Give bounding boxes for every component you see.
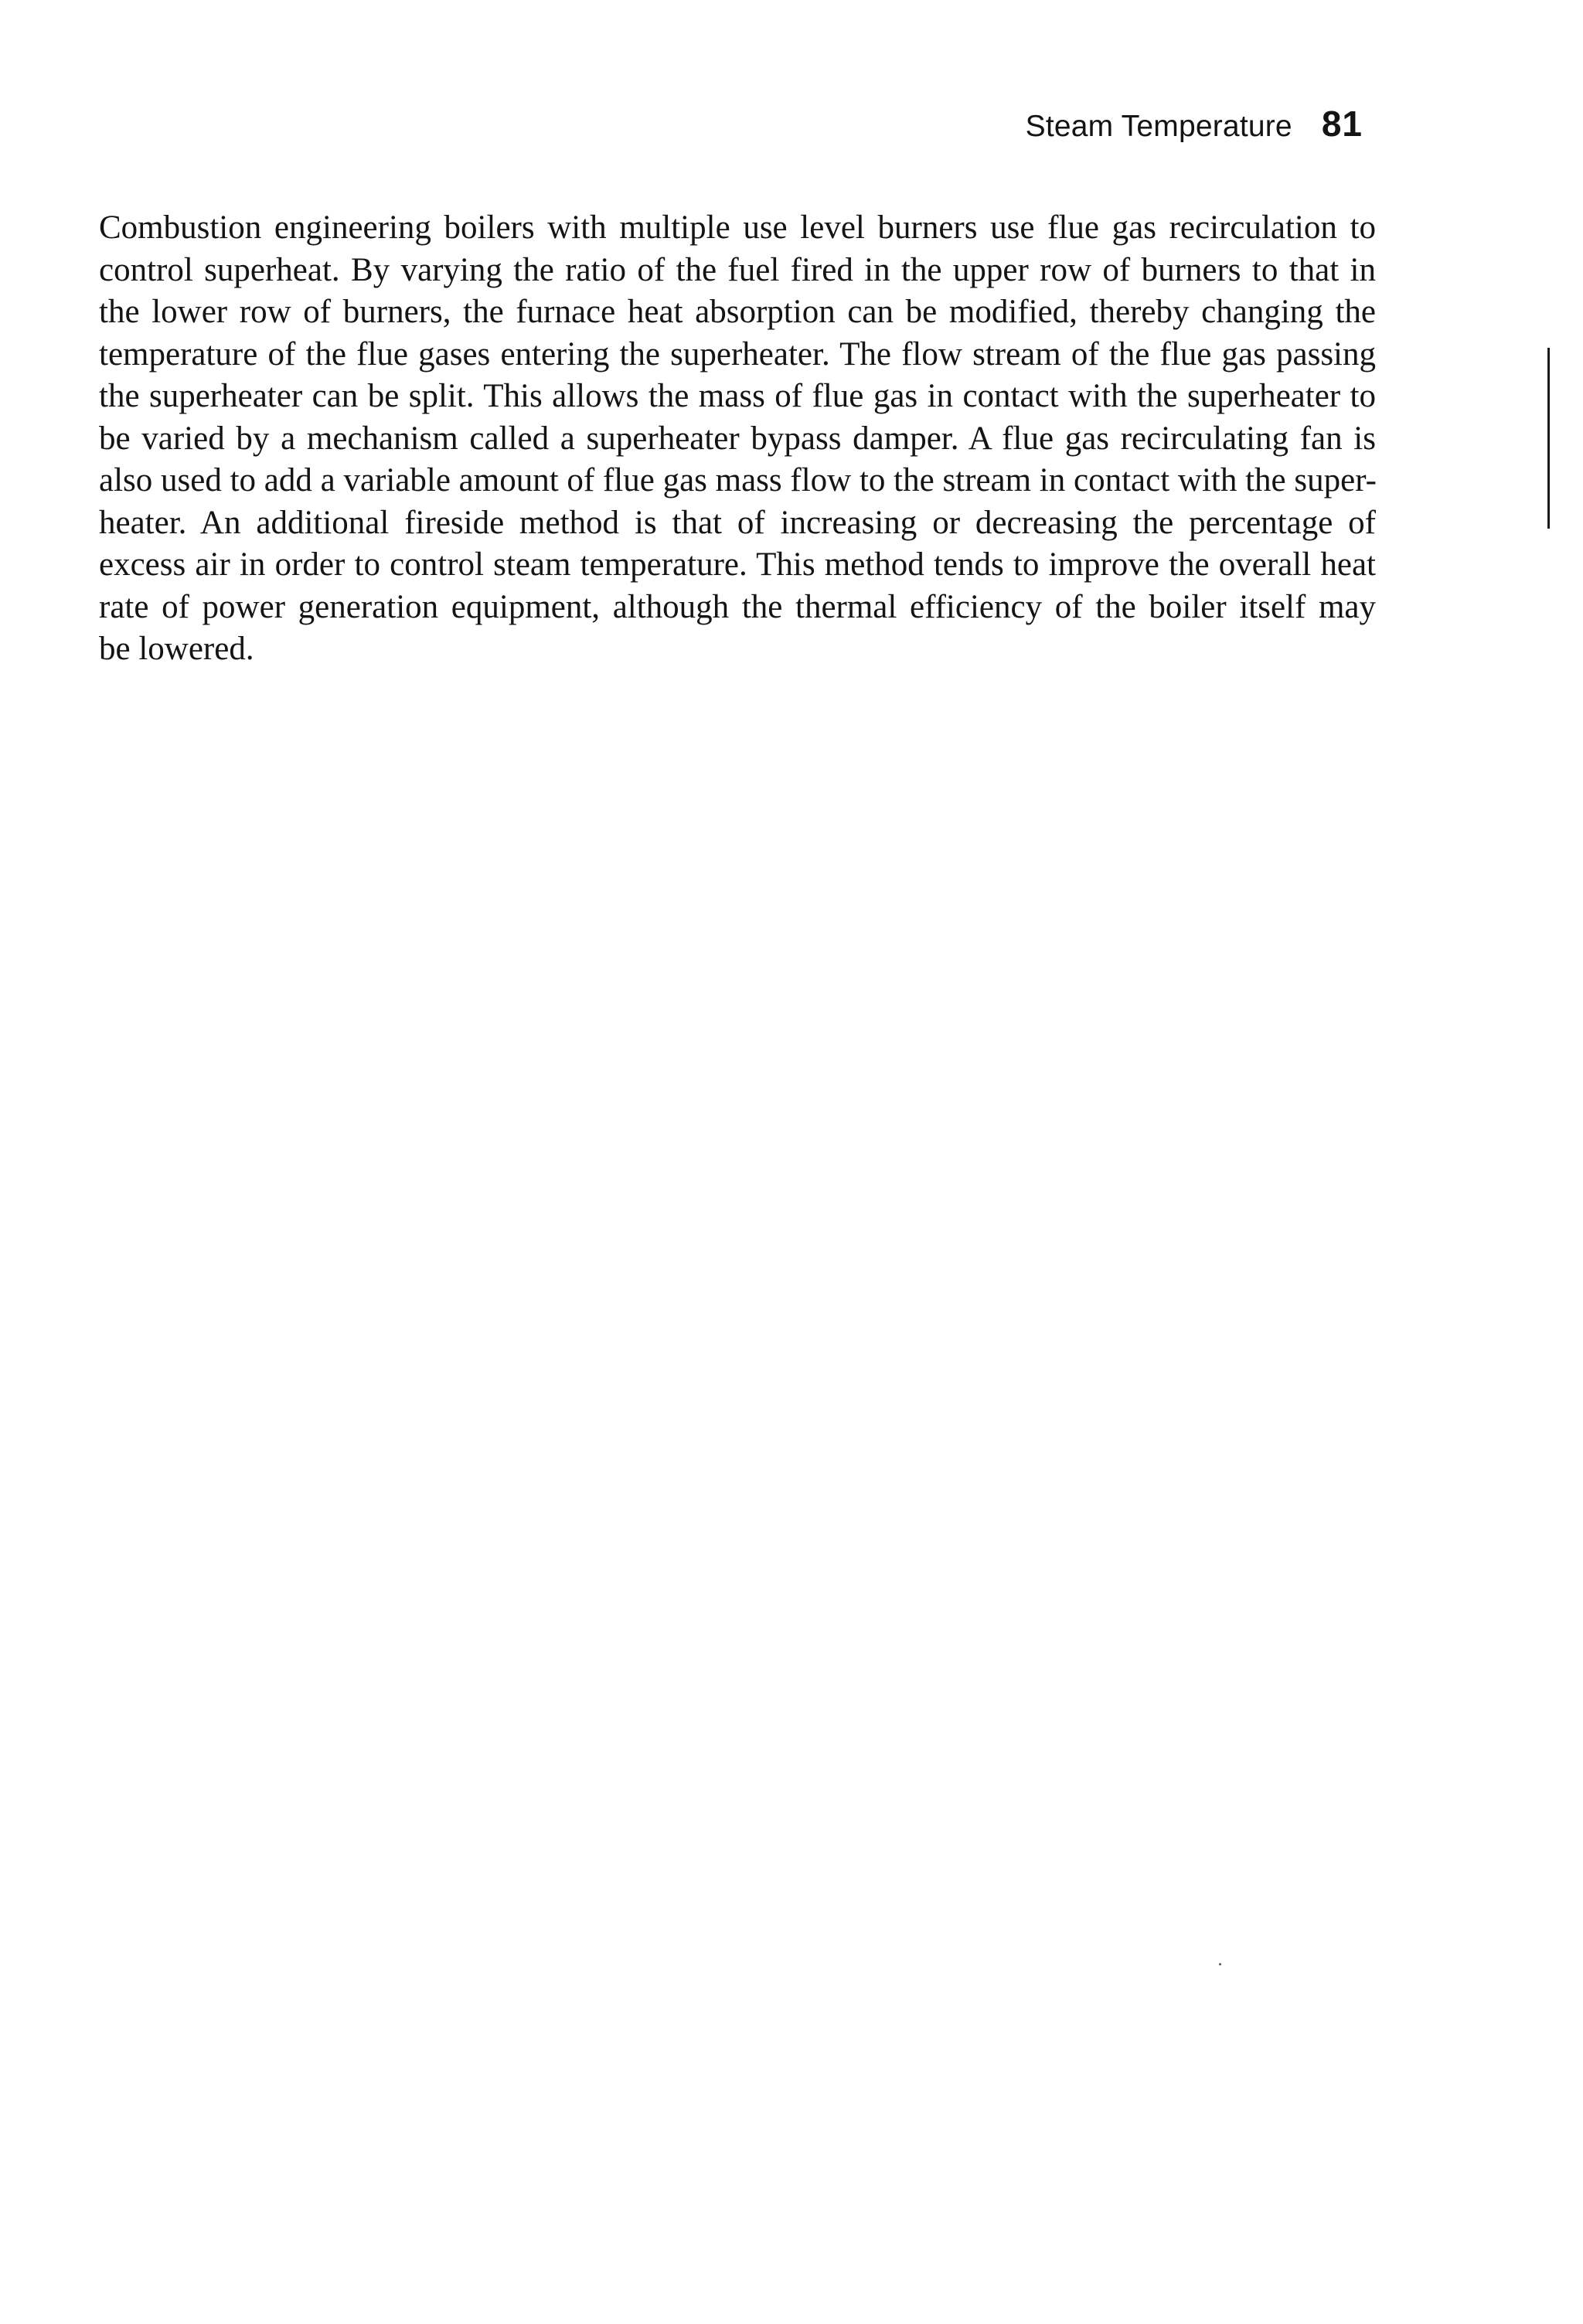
scan-speck bbox=[1219, 1963, 1221, 1965]
page-number: 81 bbox=[1321, 104, 1363, 144]
paragraph-line: be lowered. bbox=[99, 631, 254, 667]
paragraph-line: be varied by a mechanism called a superheater bypass damper. A flue gas recirculating fan is bbox=[99, 420, 1376, 457]
paragraph-line: control superheat. By varying the ratio of the fuel fired in the upper row of burners to that in bbox=[99, 251, 1376, 288]
body-paragraph bbox=[99, 207, 1376, 671]
paragraph-line: also used to add a variable amount of flue gas mass flow to the stream in contact with the super- bbox=[99, 462, 1377, 498]
paragraph-line: rate of power generation equipment, although the thermal efficiency of the boiler itself may bbox=[99, 588, 1376, 625]
paragraph-line: temperature of the flue gases entering the superheater. The flow stream of the flue gas passing bbox=[99, 335, 1376, 373]
paragraph-line: Combustion engineering boilers with multiple use level burners use flue gas recirculation to bbox=[99, 209, 1376, 246]
running-title: Steam Temperature bbox=[1025, 110, 1292, 143]
paragraph-line: heater. An additional fireside method is that of increasing or decreasing the percentage of bbox=[99, 504, 1376, 541]
paragraph-line: the lower row of burners, the furnace heat absorption can be modified, thereby changing the bbox=[99, 294, 1376, 330]
paragraph-line: the superheater can be split. This allows the mass of flue gas in contact with the superheater to bbox=[99, 378, 1376, 414]
running-head bbox=[1026, 103, 1363, 149]
paragraph-line: excess air in order to control steam temperature. This method tends to improve the overall heat bbox=[99, 546, 1376, 583]
margin-change-bar bbox=[1547, 348, 1550, 529]
